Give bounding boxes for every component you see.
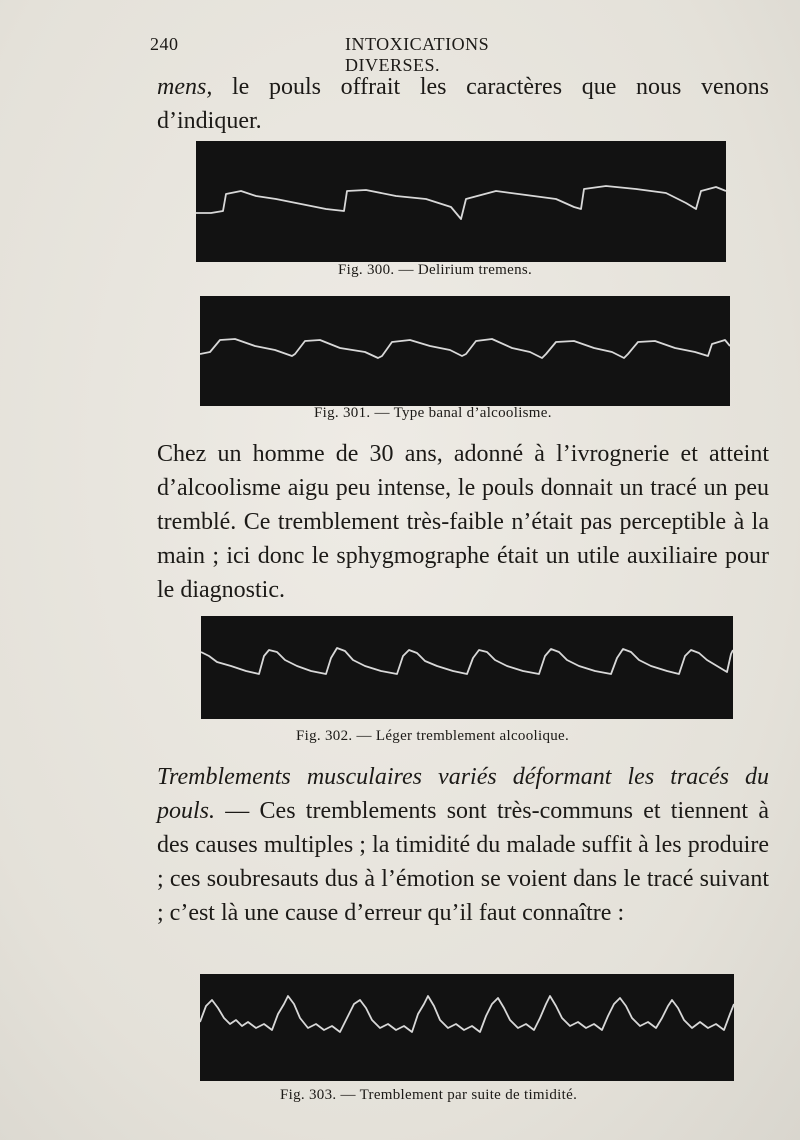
paragraph-case-text: Chez un homme de 30 ans, adonné à l’ivrognerie et atteint d’alcoolisme aigu peu intense, le pouls donnait un tracé un peu tremblé. Ce tremblement très-faible n’était pas perceptible à la main ; ici donc le sphygmographe était un utile auxiliaire pour le diagnostic. <box>157 441 769 603</box>
paragraph-intro <box>157 70 769 138</box>
pulse-tracing-fig-302 <box>201 616 733 719</box>
figure-caption-303: Fig. 303. — Tremblement par suite de timidité. <box>280 1087 578 1103</box>
pulse-curve <box>196 186 726 219</box>
running-title: INTOXICATIONS DIVERSES. <box>345 34 490 75</box>
pulse-curve <box>200 339 730 358</box>
pulse-tracing-fig-303 <box>200 974 734 1081</box>
italic-word: mens, <box>157 74 213 100</box>
figure-caption-300: Fig. 300. — Delirium tremens. <box>338 262 533 278</box>
pulse-curve <box>200 996 734 1032</box>
figure-caption-301: Fig. 301. — Type banal d’alcoolisme. <box>314 405 552 421</box>
pulse-tracing-fig-300 <box>196 141 726 262</box>
paragraph-intro-text: le pouls offrait les caractères que nous venons d’indiquer. <box>157 74 769 134</box>
paragraph-tremors <box>157 760 769 930</box>
italic-heading: Tremblements musculaires variés déformant les tracés du pouls. <box>157 764 769 824</box>
figure-caption-302: Fig. 302. — Léger tremblement alcoolique. <box>296 728 570 744</box>
paragraph-case <box>157 437 769 607</box>
page-header <box>150 34 575 75</box>
paragraph-tremors-text: — Ces tremblements sont très-communs et tiennent à des causes multiples ; la timidité du malade suffit à les produire ; ces soubresauts dus à l’émotion se voient dans le tracé suivant ; c’est là une cause d’erreur qu’il faut connaître : <box>157 798 769 926</box>
pulse-curve <box>201 648 733 674</box>
page-number: 240 <box>150 34 179 54</box>
pulse-tracing-fig-301 <box>200 296 730 406</box>
